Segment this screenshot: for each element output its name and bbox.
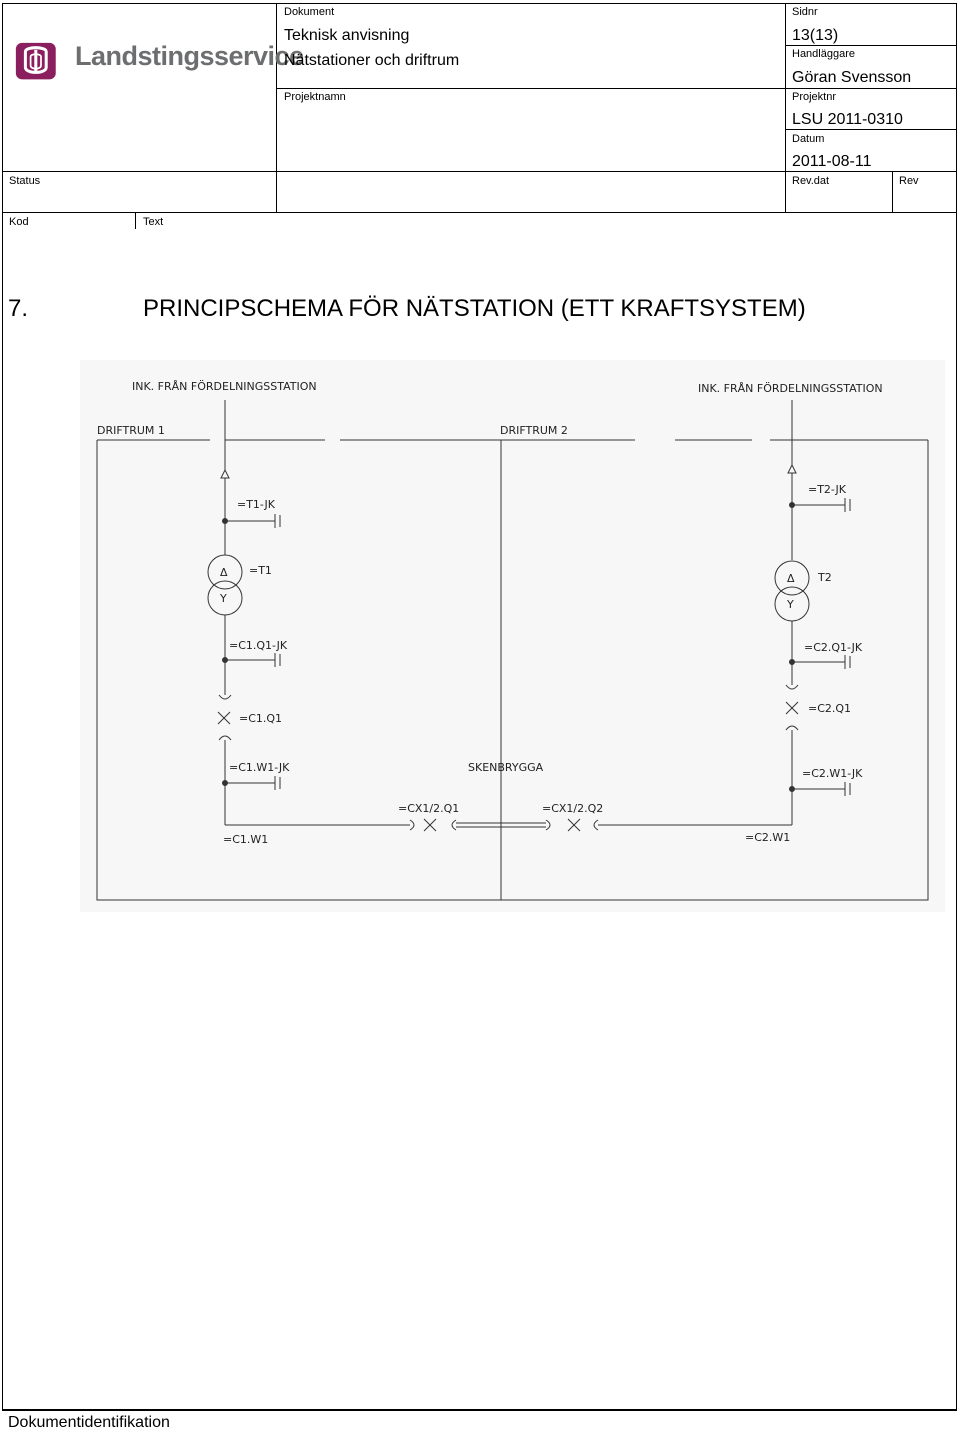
c2-w1-jk-label: =C2.W1-JK xyxy=(802,767,863,780)
t1-jk-label: =T1-JK xyxy=(237,498,275,511)
room2-label: DRIFTRUM 2 xyxy=(500,424,568,437)
rev-label: Rev xyxy=(899,175,919,187)
landstingsservice-logo-icon xyxy=(15,36,67,88)
header-divider xyxy=(785,129,957,130)
header-divider xyxy=(276,3,277,213)
incoming-left-label: INK. FRÅN FÖRDELNINGSSTATION xyxy=(132,380,317,393)
sidnr-label: Sidnr xyxy=(792,6,818,18)
t2-delta-symbol: Δ xyxy=(787,572,795,585)
logo-wordmark: Landstingsservice xyxy=(75,41,304,71)
t1-delta-symbol: Δ xyxy=(220,566,228,579)
header-divider xyxy=(276,88,957,89)
t1-wye-symbol: Y xyxy=(220,592,227,605)
c1-q1-label: =C1.Q1 xyxy=(239,712,283,725)
datum-value: 2011-08-11 xyxy=(792,153,872,170)
section-title: PRINCIPSCHEMA FÖR NÄTSTATION (ETT KRAFTSYSTEM) xyxy=(143,295,806,322)
dokument-line1: Teknisk anvisning xyxy=(284,27,410,44)
room1-label: DRIFTRUM 1 xyxy=(97,424,165,437)
dokument-label: Dokument xyxy=(284,6,335,18)
dokument-line2: Nätstationer och driftrum xyxy=(284,52,460,69)
footer-divider xyxy=(2,1410,957,1411)
cx-q1-label: =CX1/2.Q1 xyxy=(398,802,460,815)
projektnr-value: LSU 2011-0310 xyxy=(792,111,903,128)
kod-label: Kod xyxy=(9,216,29,228)
c2-q1-label: =C2.Q1 xyxy=(808,702,852,715)
projektnamn-label: Projektnamn xyxy=(284,91,346,103)
cx-q2-label: =CX1/2.Q2 xyxy=(542,802,604,815)
principschema-diagram xyxy=(80,360,945,912)
header-divider xyxy=(785,45,957,46)
t2-label: T2 xyxy=(818,571,832,584)
c1-w1-label: =C1.W1 xyxy=(223,833,269,846)
sidnr-value: 13(13) xyxy=(792,27,839,44)
document-identification-label: Dokumentidentifikation xyxy=(8,1414,170,1431)
header-divider xyxy=(785,3,786,213)
c2-q1-jk-label: =C2.Q1-JK xyxy=(804,641,863,654)
incoming-right-label: INK. FRÅN FÖRDELNINGSSTATION xyxy=(698,382,883,395)
header-divider xyxy=(2,212,957,213)
datum-label: Datum xyxy=(792,133,825,145)
header-divider xyxy=(135,213,136,229)
header-divider xyxy=(892,171,893,213)
t2-wye-symbol: Y xyxy=(787,598,794,611)
skenbrygga-label: SKENBRYGGA xyxy=(468,761,544,774)
c2-w1-label: =C2.W1 xyxy=(745,831,791,844)
handlaggare-value: Göran Svensson xyxy=(792,69,912,86)
revdat-label: Rev.dat xyxy=(792,175,830,187)
c1-q1-jk-label: =C1.Q1-JK xyxy=(229,639,288,652)
section-number: 7. xyxy=(8,295,29,322)
handlaggare-label: Handläggare xyxy=(792,48,855,60)
t1-label: =T1 xyxy=(249,564,272,577)
projektnr-label: Projektnr xyxy=(792,91,837,103)
t2-jk-label: =T2-JK xyxy=(808,483,846,496)
status-label: Status xyxy=(9,175,41,187)
text-label: Text xyxy=(143,216,164,228)
c1-w1-jk-label: =C1.W1-JK xyxy=(229,761,290,774)
header-divider xyxy=(2,171,957,172)
